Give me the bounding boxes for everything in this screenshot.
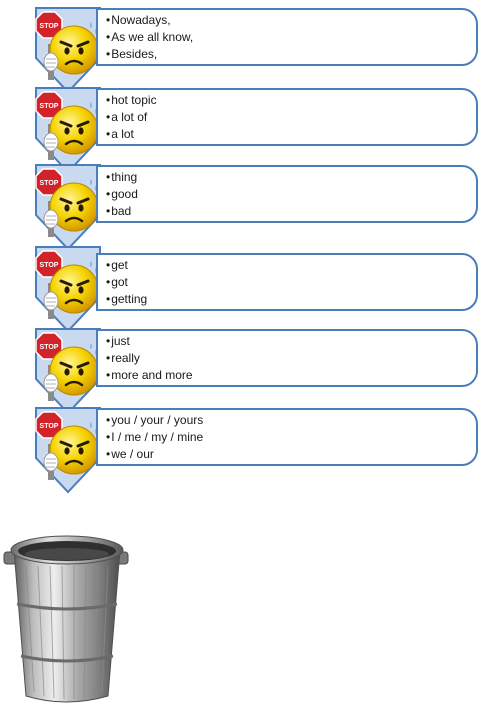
phrase-box-4 [96, 253, 478, 311]
svg-text:STOP: STOP [39, 23, 59, 30]
item-group-5 [0, 327, 485, 417]
list-item: • really [106, 350, 476, 367]
list-item: • I / me / my / mine [106, 429, 476, 446]
list-item: • As we all know, [106, 29, 476, 46]
stop-face-icon [34, 6, 102, 94]
list-item: • a lot of [106, 109, 476, 126]
phrase-box-5 [96, 329, 478, 387]
list-item: • get [106, 257, 476, 274]
list-item: • hot topic [106, 92, 476, 109]
list-item: • you / your / yours [106, 412, 476, 429]
list-item: • a lot [106, 126, 476, 143]
list-item: • bad [106, 203, 476, 220]
phrase-box-2 [96, 88, 478, 146]
stop-face-icon [34, 406, 102, 494]
stop-face-icon [34, 163, 102, 251]
list-item: • Besides, [106, 46, 476, 63]
phrase-box-3 [96, 165, 478, 223]
stop-face-icon [34, 245, 102, 333]
item-group-4 [0, 245, 485, 335]
svg-text:STOP: STOP [39, 262, 59, 269]
item-group-6 [0, 406, 485, 496]
svg-text:STOP: STOP [39, 103, 59, 110]
phrase-box-6 [96, 408, 478, 466]
item-group-3 [0, 163, 485, 253]
item-group-1 [0, 6, 485, 96]
stop-face-icon [34, 86, 102, 174]
list-item: • more and more [106, 367, 476, 384]
list-item: • getting [106, 291, 476, 308]
list-item: • just [106, 333, 476, 350]
phrase-box-1 [96, 8, 478, 66]
svg-text:STOP: STOP [39, 423, 59, 430]
svg-text:STOP: STOP [39, 180, 59, 187]
list-item: • got [106, 274, 476, 291]
list-item: • good [106, 186, 476, 203]
stop-face-icon [34, 327, 102, 415]
svg-text:STOP: STOP [39, 344, 59, 351]
list-item: • thing [106, 169, 476, 186]
list-item: • we / our [106, 446, 476, 463]
trash-can-icon [0, 520, 135, 711]
list-item: • Nowadays, [106, 12, 476, 29]
